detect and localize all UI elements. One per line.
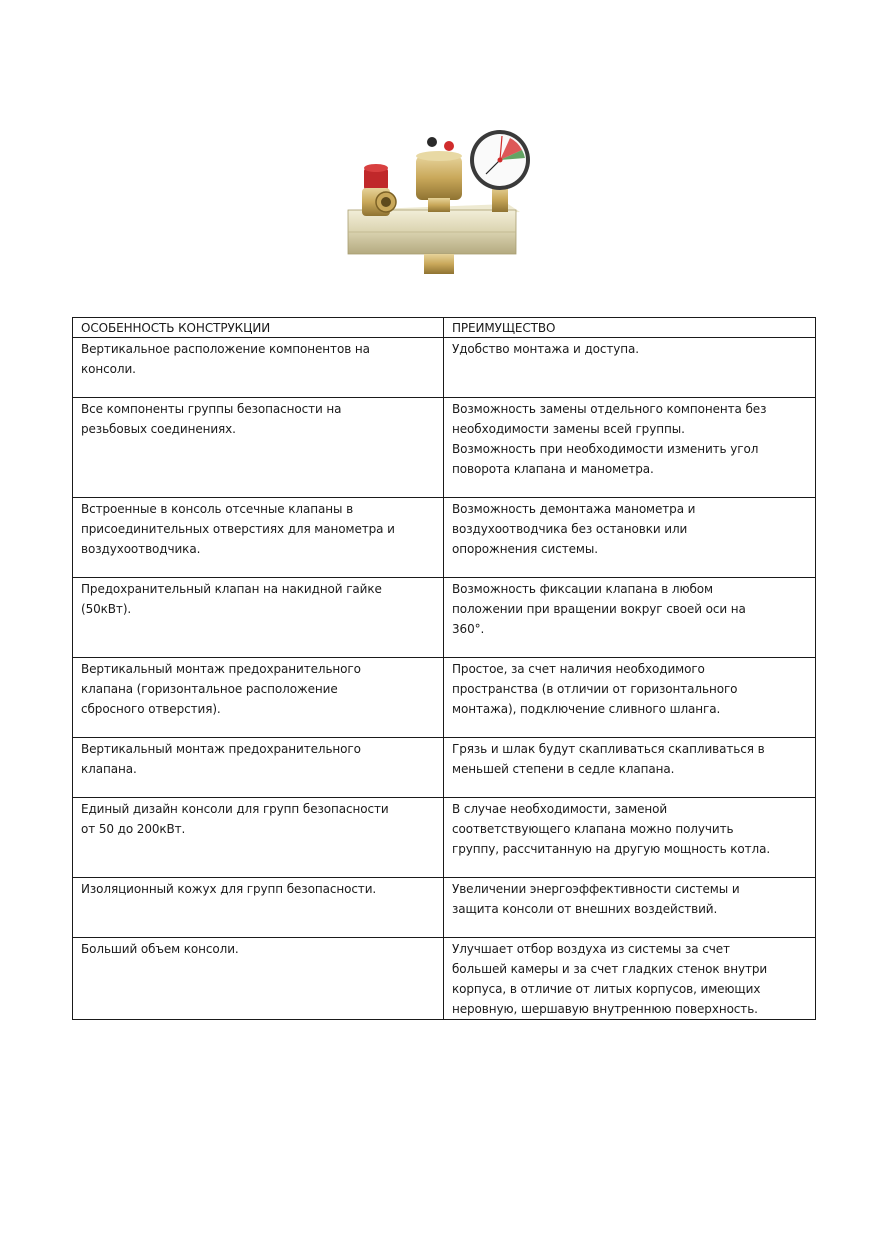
advantage-cell: Возможность фиксации клапана в любом положении при вращении вокруг своей оси на 360°.	[444, 578, 816, 658]
table-row	[73, 658, 816, 738]
advantage-cell: Возможность демонтажа манометра и воздухоотводчика без остановки или опорожнения системы.	[444, 498, 816, 578]
feature-cell: Вертикальный монтаж предохранительного клапана.	[73, 738, 444, 798]
table-row	[73, 338, 816, 398]
features-table	[72, 317, 816, 1020]
feature-cell: Вертикальное расположение компонентов на консоли.	[73, 338, 444, 398]
advantage-cell: Увеличении энергоэффективности системы и защита консоли от внешних воздействий.	[444, 878, 816, 938]
table-row	[73, 938, 816, 1020]
advantage-cell: Удобство монтажа и доступа.	[444, 338, 816, 398]
advantage-cell: В случае необходимости, заменой соответствующего клапана можно получить группу, рассчитанную на другую мощность котла.	[444, 798, 816, 878]
feature-cell: Вертикальный монтаж предохранительного клапана (горизонтальное расположение сбросного отверстия).	[73, 658, 444, 738]
header-feature: ОСОБЕННОСТЬ КОНСТРУКЦИИ	[73, 318, 444, 338]
feature-cell: Встроенные в консоль отсечные клапаны в присоединительных отверстиях для манометра и воздухоотводчика.	[73, 498, 444, 578]
advantage-cell: Грязь и шлак будут скапливаться скапливаться в меньшей степени в седле клапана.	[444, 738, 816, 798]
advantage-cell: Улучшает отбор воздуха из системы за счет большей камеры и за счет гладких стенок внутри корпуса, в отличие от литых корпусов, имеющих неровную, шершавую внутреннюю поверхность.	[444, 938, 816, 1020]
feature-cell: Все компоненты группы безопасности на резьбовых соединениях.	[73, 398, 444, 498]
header-advantage: ПРЕИМУЩЕСТВО	[444, 318, 816, 338]
product-image	[340, 128, 540, 278]
feature-cell: Предохранительный клапан на накидной гайке (50кВт).	[73, 578, 444, 658]
table-row	[73, 498, 816, 578]
feature-cell: Изоляционный кожух для групп безопасности.	[73, 878, 444, 938]
feature-cell: Больший объем консоли.	[73, 938, 444, 1020]
table-row	[73, 578, 816, 658]
table-header-row	[73, 318, 816, 338]
feature-cell: Единый дизайн консоли для групп безопасности от 50 до 200кВт.	[73, 798, 444, 878]
advantage-cell: Возможность замены отдельного компонента без необходимости замены всей группы. Возможность при необходимости изменить угол поворота клапана и манометра.	[444, 398, 816, 498]
table-row	[73, 878, 816, 938]
table-row	[73, 398, 816, 498]
table-row	[73, 798, 816, 878]
advantage-cell: Простое, за счет наличия необходимого пространства (в отличии от горизонтального монтажа), подключение сливного шланга.	[444, 658, 816, 738]
table-row	[73, 738, 816, 798]
